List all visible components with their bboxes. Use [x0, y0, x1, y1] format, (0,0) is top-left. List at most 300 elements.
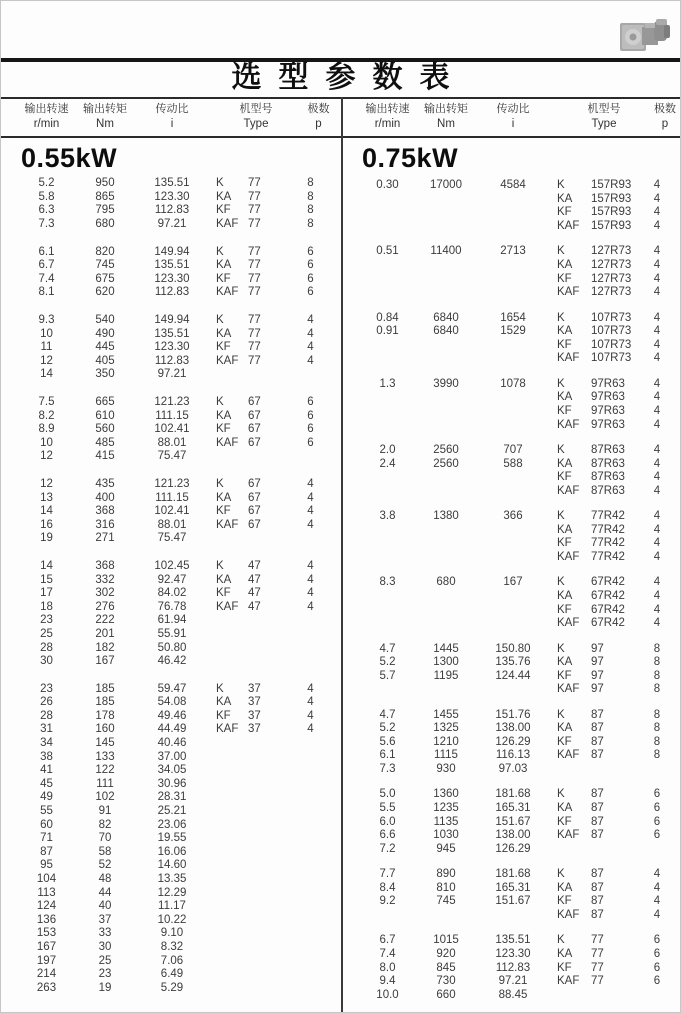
- type-prefix-cell: K: [557, 311, 565, 324]
- ratio-cell: 4584: [500, 179, 526, 192]
- type-model-cell: 77R42: [591, 537, 625, 550]
- speed-cell: 113: [37, 886, 56, 899]
- poles-cell: 4: [653, 391, 661, 404]
- ratio-cell: 34.05: [157, 764, 187, 777]
- torque-cell: 1445: [433, 642, 459, 655]
- type-model-cell: 47: [248, 600, 261, 613]
- torque-cell: 660: [436, 988, 456, 1001]
- table-row: [342, 576, 681, 590]
- type-model-cell: 67: [248, 477, 261, 490]
- torque-cell: 485: [95, 436, 115, 449]
- torque-cell: 201: [95, 627, 115, 640]
- table-row: [1, 259, 342, 273]
- ratio-cell: 75.47: [157, 450, 187, 463]
- table-row: [1, 245, 342, 259]
- table-row: [1, 560, 342, 574]
- type-model-cell: 47: [248, 587, 261, 600]
- table-row: [1, 491, 342, 505]
- ratio-cell: 11.17: [158, 900, 186, 913]
- torque-cell: 400: [95, 491, 115, 504]
- type-prefix-cell: KA: [557, 722, 573, 735]
- ratio-cell: 1078: [500, 377, 526, 390]
- ratio-cell: 10.22: [157, 913, 187, 926]
- torque-cell: 540: [95, 314, 115, 327]
- torque-cell: 271: [95, 532, 115, 545]
- poles-cell: 4: [307, 341, 314, 354]
- speed-cell: 124: [36, 900, 57, 913]
- table-row: [342, 590, 681, 604]
- speed-cell: 10: [40, 327, 53, 340]
- torque-cell: 160: [95, 723, 115, 736]
- type-model-cell: 87R63: [591, 443, 625, 456]
- poles-cell: 6: [307, 286, 314, 299]
- poles-cell: 4: [653, 206, 661, 219]
- poles-cell: 6: [307, 409, 314, 422]
- type-prefix-cell: KF: [216, 505, 231, 518]
- type-model-cell: 97R63: [591, 377, 625, 390]
- type-model-cell: 77R42: [591, 523, 625, 536]
- type-prefix-cell: KF: [216, 204, 231, 217]
- poles-cell: 4: [653, 443, 661, 456]
- table-row: [342, 736, 681, 750]
- poles-cell: 4: [307, 491, 314, 504]
- type-prefix-cell: KA: [557, 325, 573, 338]
- torque-cell: 435: [95, 477, 115, 490]
- ratio-cell: 7.06: [160, 954, 184, 967]
- speed-cell: 34: [40, 737, 53, 750]
- speed-cell: 8.0: [379, 961, 396, 974]
- type-prefix-cell: KA: [216, 573, 232, 586]
- poles-cell: 6: [653, 947, 661, 960]
- speed-cell: 104: [36, 873, 57, 886]
- type-model-cell: 67R42: [591, 603, 625, 616]
- type-prefix-cell: KAF: [216, 218, 239, 231]
- ratio-cell: 25.21: [157, 805, 187, 818]
- type-model-cell: 67R42: [591, 576, 625, 589]
- ratio-cell: 97.21: [498, 975, 528, 988]
- parameter-table-055kw: [1, 177, 342, 995]
- table-row: [342, 934, 681, 948]
- ratio-cell: 123.30: [495, 947, 531, 960]
- table-row: [342, 471, 681, 485]
- gearbox-photo: [612, 9, 674, 61]
- col-header-type: 机型号 Type: [587, 103, 621, 130]
- table-row: [342, 378, 681, 392]
- torque-cell: 58: [98, 845, 112, 858]
- type-prefix-cell: KAF: [216, 600, 239, 613]
- ratio-cell: 55.91: [157, 627, 187, 640]
- type-prefix-cell: KAF: [557, 749, 580, 762]
- table-row: [342, 311, 681, 325]
- ratio-cell: 165.31: [495, 881, 531, 894]
- type-model-cell: 67: [248, 518, 261, 531]
- poles-cell: 4: [653, 220, 661, 233]
- type-prefix-cell: K: [557, 934, 565, 947]
- table-row: [1, 478, 342, 492]
- torque-cell: 1015: [433, 934, 459, 947]
- table-row: [1, 314, 342, 328]
- speed-cell: 38: [40, 750, 53, 763]
- speed-cell: 14: [40, 368, 53, 381]
- torque-cell: 1115: [434, 749, 458, 762]
- type-model-cell: 87R63: [591, 471, 625, 484]
- speed-cell: 19: [40, 532, 53, 545]
- type-model-cell: 97: [591, 683, 604, 696]
- torque-cell: 222: [95, 614, 115, 627]
- speed-cell: 30: [40, 655, 53, 668]
- table-row: [1, 368, 342, 382]
- poles-cell: 6: [307, 272, 314, 285]
- speed-cell: 7.7: [379, 868, 396, 881]
- speed-cell: 7.5: [38, 396, 55, 409]
- ratio-cell: 151.76: [495, 708, 531, 721]
- speed-cell: 1.3: [379, 377, 396, 390]
- poles-cell: 4: [653, 537, 661, 550]
- torque-cell: 1235: [433, 802, 459, 815]
- torque-cell: 610: [95, 409, 115, 422]
- ratio-cell: 111.15: [155, 491, 189, 504]
- table-row: [342, 193, 681, 207]
- table-row: [1, 737, 342, 751]
- speed-cell: 9.2: [379, 895, 396, 908]
- block-gap: [1, 546, 342, 560]
- table-row: [1, 710, 342, 724]
- ratio-cell: 1529: [500, 325, 526, 338]
- type-model-cell: 127R73: [591, 272, 632, 285]
- table-row: [342, 259, 681, 273]
- table-row: [342, 603, 681, 617]
- type-model-cell: 97R63: [591, 418, 625, 431]
- type-prefix-cell: KA: [216, 409, 232, 422]
- speed-cell: 214: [36, 968, 57, 981]
- ratio-cell: 111.15: [155, 409, 189, 422]
- block-gap: [342, 233, 681, 245]
- table-row: [1, 286, 342, 300]
- ratio-cell: 5.29: [160, 981, 184, 994]
- poles-cell: 8: [653, 669, 661, 682]
- torque-cell: 405: [95, 354, 115, 367]
- table-row: [1, 723, 342, 737]
- table-row: [342, 708, 681, 722]
- type-prefix-cell: KF: [557, 735, 572, 748]
- poles-cell: 4: [653, 457, 661, 470]
- poles-cell: 4: [653, 617, 661, 630]
- ratio-cell: 8.32: [160, 940, 184, 953]
- torque-cell: 167: [95, 655, 115, 668]
- poles-cell: 4: [307, 587, 314, 600]
- torque-cell: 820: [95, 245, 115, 258]
- table-row: [1, 628, 342, 642]
- torque-cell: 1300: [433, 656, 459, 669]
- type-model-cell: 77: [591, 961, 604, 974]
- table-row: [342, 272, 681, 286]
- speed-cell: 8.4: [379, 881, 396, 894]
- torque-cell: 185: [95, 682, 115, 695]
- type-prefix-cell: KF: [557, 961, 572, 974]
- type-model-cell: 87: [591, 708, 604, 721]
- col-header-ratio: 传动比 i: [155, 103, 189, 130]
- speed-cell: 6.7: [38, 259, 55, 272]
- ratio-cell: 126.29: [495, 842, 531, 855]
- table-row: [342, 484, 681, 498]
- type-model-cell: 157R93: [591, 192, 632, 205]
- table-row: [342, 391, 681, 405]
- table-row: [342, 763, 681, 777]
- table-row: [342, 749, 681, 763]
- poles-cell: 8: [307, 218, 314, 231]
- poles-cell: 4: [653, 179, 661, 192]
- poles-cell: 8: [653, 642, 661, 655]
- table-row: [1, 614, 342, 628]
- speed-cell: 4.7: [379, 642, 396, 655]
- speed-cell: 28: [40, 709, 53, 722]
- speed-cell: 7.3: [38, 218, 55, 231]
- ratio-cell: 138.00: [495, 829, 531, 842]
- type-prefix-cell: KA: [216, 259, 232, 272]
- ratio-cell: 116.13: [495, 749, 531, 762]
- type-prefix-cell: KAF: [557, 617, 580, 630]
- ratio-cell: 102.41: [154, 505, 190, 518]
- col-header-speed: 输出转速 r/min: [365, 103, 410, 130]
- type-model-cell: 157R93: [591, 179, 632, 192]
- table-row: [1, 396, 342, 410]
- type-model-cell: 77: [248, 190, 261, 203]
- type-model-cell: 107R73: [591, 311, 632, 324]
- torque-cell: 33: [98, 927, 112, 940]
- poles-cell: 4: [307, 354, 314, 367]
- ratio-cell: 121.23: [154, 396, 190, 409]
- poles-cell: 6: [653, 961, 661, 974]
- speed-cell: 5.2: [38, 177, 55, 190]
- ratio-cell: 126.29: [495, 735, 531, 748]
- ratio-cell: 138.00: [495, 722, 531, 735]
- poles-cell: 8: [307, 204, 314, 217]
- speed-cell: 26: [40, 696, 53, 709]
- type-prefix-cell: KF: [557, 272, 572, 285]
- table-row: [342, 829, 681, 843]
- table-row: [342, 286, 681, 300]
- poles-cell: 4: [307, 682, 314, 695]
- poles-cell: 4: [307, 723, 314, 736]
- torque-cell: 11400: [430, 245, 462, 258]
- type-model-cell: 107R73: [591, 338, 632, 351]
- torque-cell: 19: [98, 981, 112, 994]
- table-row: [1, 954, 342, 968]
- ratio-cell: 97.21: [157, 368, 187, 381]
- poles-cell: 4: [653, 418, 661, 431]
- torque-cell: 560: [95, 423, 115, 436]
- type-model-cell: 77: [591, 947, 604, 960]
- torque-cell: 930: [436, 763, 456, 776]
- table-row: [342, 537, 681, 551]
- speed-cell: 6.0: [379, 815, 396, 828]
- type-model-cell: 77: [248, 286, 261, 299]
- torque-cell: 25: [98, 954, 112, 967]
- type-prefix-cell: KF: [557, 471, 572, 484]
- table-row: [342, 868, 681, 882]
- type-model-cell: 67: [248, 436, 261, 449]
- table-row: [342, 656, 681, 670]
- col-header-speed: 输出转速 r/min: [24, 103, 69, 130]
- ratio-cell: 9.10: [160, 927, 184, 940]
- speed-cell: 28: [40, 641, 53, 654]
- speed-cell: 9.3: [38, 314, 55, 327]
- table-row: [1, 273, 342, 287]
- type-model-cell: 107R73: [591, 325, 632, 338]
- ratio-cell: 37.00: [157, 750, 187, 763]
- speed-cell: 5.8: [38, 190, 55, 203]
- ratio-cell: 165.31: [495, 802, 531, 815]
- type-model-cell: 77: [248, 177, 261, 190]
- torque-cell: 40: [98, 900, 112, 913]
- type-model-cell: 77: [248, 245, 261, 258]
- type-model-cell: 77: [248, 259, 261, 272]
- poles-cell: 8: [653, 735, 661, 748]
- type-prefix-cell: K: [557, 179, 565, 192]
- page-title: 选型参数表: [231, 61, 467, 94]
- type-prefix-cell: KF: [557, 338, 572, 351]
- type-model-cell: 67R42: [591, 589, 625, 602]
- type-model-cell: 77R42: [591, 510, 625, 523]
- type-model-cell: 157R93: [591, 206, 632, 219]
- ratio-cell: 44.49: [157, 723, 187, 736]
- poles-cell: 4: [653, 589, 661, 602]
- table-row: [1, 873, 342, 887]
- table-row: [342, 843, 681, 857]
- ratio-cell: 76.78: [157, 600, 187, 613]
- table-row: [1, 696, 342, 710]
- speed-cell: 49: [40, 791, 53, 804]
- torque-cell: 3990: [433, 377, 459, 390]
- type-prefix-cell: K: [216, 477, 224, 490]
- table-row: [342, 961, 681, 975]
- table-row: [1, 900, 342, 914]
- ratio-cell: 30.96: [157, 777, 187, 790]
- block-gap: [1, 668, 342, 682]
- table-row: [342, 418, 681, 432]
- poles-cell: 4: [653, 523, 661, 536]
- poles-cell: 4: [653, 868, 661, 881]
- poles-cell: 4: [653, 377, 661, 390]
- torque-cell: 44: [98, 886, 112, 899]
- ratio-cell: 167: [503, 576, 523, 589]
- table-row: [1, 341, 342, 355]
- speed-cell: 14: [40, 559, 53, 572]
- type-model-cell: 87: [591, 829, 604, 842]
- speed-cell: 55: [40, 805, 53, 818]
- speed-cell: 23: [40, 614, 53, 627]
- speed-cell: 0.30: [376, 179, 399, 192]
- speed-cell: 10.0: [376, 988, 399, 1001]
- block-gap: [1, 300, 342, 314]
- type-prefix-cell: KA: [557, 391, 573, 404]
- table-row: [342, 457, 681, 471]
- poles-cell: 4: [653, 311, 661, 324]
- torque-cell: 276: [95, 600, 115, 613]
- type-prefix-cell: K: [216, 245, 224, 258]
- poles-cell: 6: [307, 245, 314, 258]
- type-prefix-cell: KA: [557, 523, 573, 536]
- poles-cell: 6: [307, 396, 314, 409]
- table-row: [1, 655, 342, 669]
- torque-cell: 1030: [433, 829, 459, 842]
- poles-cell: 4: [653, 405, 661, 417]
- torque-cell: 316: [95, 518, 115, 531]
- table-row: [1, 191, 342, 205]
- poles-cell: 4: [653, 338, 661, 351]
- table-row: [342, 206, 681, 220]
- type-model-cell: 67: [248, 505, 261, 518]
- torque-cell: 91: [98, 805, 112, 818]
- table-row: [1, 914, 342, 928]
- ratio-cell: 135.51: [495, 934, 531, 947]
- torque-cell: 945: [436, 842, 456, 855]
- torque-cell: 350: [95, 368, 115, 381]
- speed-cell: 11: [40, 341, 53, 354]
- speed-cell: 23: [40, 682, 53, 695]
- type-model-cell: 107R73: [591, 352, 632, 365]
- type-prefix-cell: KAF: [557, 683, 580, 696]
- ratio-cell: 14.60: [157, 859, 187, 872]
- torque-cell: 1455: [433, 708, 459, 721]
- ratio-cell: 150.80: [495, 642, 531, 655]
- ratio-cell: 1654: [500, 311, 526, 324]
- col-header-torque: 输出转矩 Nm: [83, 103, 127, 130]
- poles-cell: 4: [653, 603, 661, 616]
- torque-cell: 102: [95, 791, 115, 804]
- torque-cell: 675: [95, 272, 115, 285]
- speed-cell: 5.7: [379, 669, 396, 682]
- block-gap: [342, 776, 681, 788]
- type-model-cell: 47: [248, 573, 261, 586]
- ratio-cell: 181.68: [495, 868, 531, 881]
- type-prefix-cell: KF: [557, 405, 572, 417]
- ratio-cell: 88.45: [498, 988, 528, 1001]
- torque-cell: 302: [95, 587, 115, 600]
- type-model-cell: 77: [591, 975, 604, 988]
- block-gap: [342, 564, 681, 576]
- type-prefix-cell: KF: [557, 669, 572, 682]
- ratio-cell: 102.45: [154, 559, 190, 572]
- table-row: [1, 437, 342, 451]
- column-headers-left: [1, 102, 342, 132]
- type-model-cell: 97: [591, 669, 604, 682]
- speed-cell: 2.0: [379, 443, 396, 456]
- type-prefix-cell: KAF: [557, 484, 580, 497]
- ratio-cell: 112.83: [154, 286, 190, 299]
- type-prefix-cell: KF: [216, 423, 231, 436]
- type-prefix-cell: KF: [216, 709, 231, 722]
- speed-cell: 18: [40, 600, 53, 613]
- speed-cell: 5.0: [379, 788, 396, 801]
- speed-cell: 15: [40, 573, 53, 586]
- poles-cell: 4: [307, 709, 314, 722]
- type-prefix-cell: K: [557, 510, 565, 523]
- ratio-cell: 92.47: [157, 573, 187, 586]
- torque-cell: 745: [95, 259, 115, 272]
- speed-cell: 197: [36, 954, 57, 967]
- ratio-cell: 12.29: [157, 886, 187, 899]
- type-prefix-cell: KA: [557, 656, 573, 669]
- type-model-cell: 97R63: [591, 405, 625, 417]
- torque-cell: 730: [436, 975, 456, 988]
- table-row: [342, 882, 681, 896]
- ratio-cell: 149.94: [154, 314, 190, 327]
- poles-cell: 4: [653, 245, 661, 258]
- speed-cell: 31: [40, 723, 53, 736]
- speed-cell: 5.2: [379, 722, 396, 735]
- ratio-cell: 121.23: [154, 477, 190, 490]
